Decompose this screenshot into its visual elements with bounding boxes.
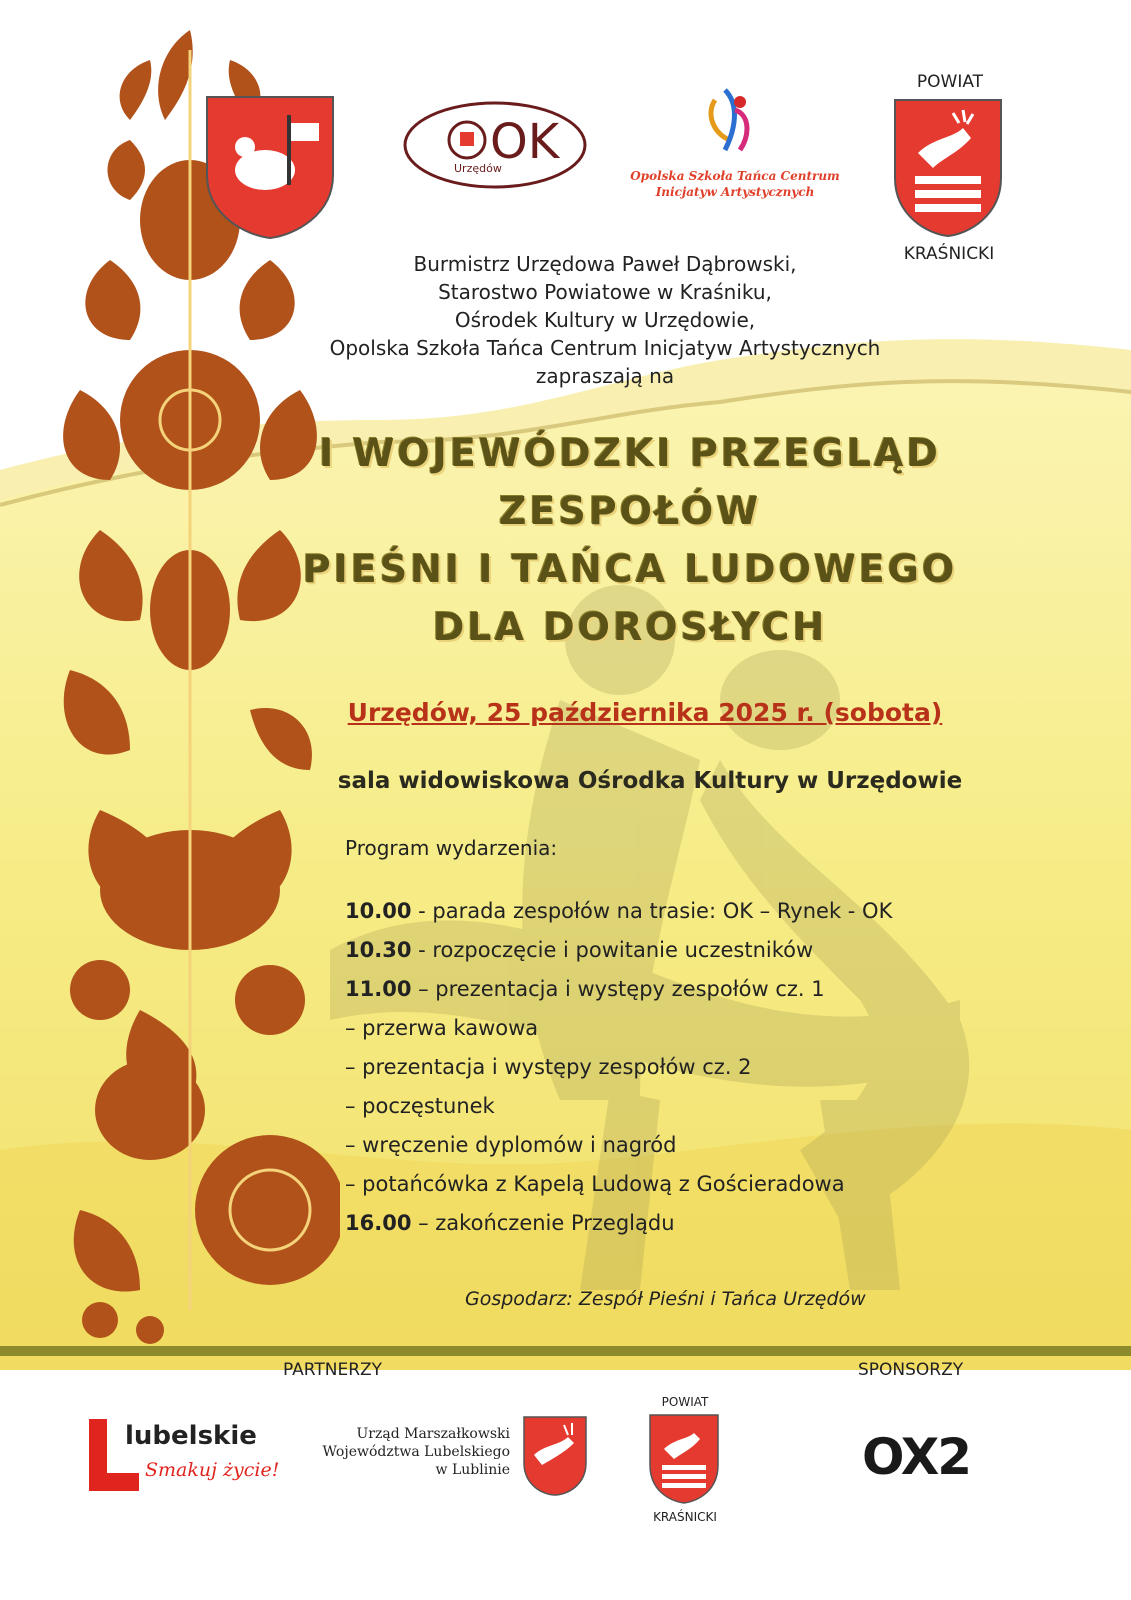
program-time: 16.00 — [345, 1211, 412, 1235]
marshal-office-line: Urząd Marszałkowski — [356, 1426, 510, 1442]
program-item — [345, 1204, 1065, 1243]
dance-school-name: Opolska Szkoła Tańca Centrum Inicjatyw Artystycznych — [630, 169, 840, 199]
program-time: 10.30 — [345, 938, 412, 962]
lubelskie-tagline: Smakuj życie! — [145, 1459, 280, 1481]
ok-urzedow-logo-icon — [402, 100, 588, 190]
program-text: – potańcówka z Kapelą Ludową z Gościeradowa — [345, 1172, 845, 1196]
sponsors-label: SPONSORZY — [858, 1360, 964, 1380]
program-time: 11.00 — [345, 977, 412, 1001]
urzedow-coat-of-arms-icon — [205, 95, 335, 240]
footer-powiat-bottom: KRAŚNICKI — [653, 1510, 717, 1524]
ok-logo-sub: Urzędów — [454, 162, 502, 175]
program-text: – przerwa kawowa — [345, 1016, 539, 1040]
program-item — [345, 1087, 1065, 1126]
program-list — [345, 892, 1065, 1243]
program-item — [345, 892, 1065, 931]
organizers-block — [250, 250, 960, 390]
powiat-bottom-label: KRAŚNICKI — [903, 244, 995, 264]
event-title — [250, 424, 1010, 656]
title-line: DLA DOROSŁYCH — [432, 605, 828, 649]
program-item — [345, 1048, 1065, 1087]
program-text: – prezentacja i występy zespołów cz. 2 — [345, 1055, 752, 1079]
program-text: – zakończenie Przeglądu — [411, 1211, 675, 1235]
program-text: – wręczenie dyplomów i nagród — [345, 1133, 677, 1157]
title-line: I WOJEWÓDZKI PRZEGLĄD — [319, 431, 941, 475]
program-item — [345, 931, 1065, 970]
event-date: Urzędów, 25 października 2025 r. (sobota) — [347, 698, 943, 727]
program-heading: Program wydarzenia: — [345, 836, 558, 860]
organizer-line: zapraszają na — [535, 364, 675, 388]
dance-school-logo-icon — [695, 80, 775, 160]
marshal-office-line: w Lublinie — [435, 1462, 510, 1478]
program-text: - parada zespołów na trasie: OK – Rynek - OK — [411, 899, 893, 923]
ox2-logo-icon: OX2 — [862, 1428, 971, 1486]
host-line: Gospodarz: Zespół Pieśni i Tańca Urzędów — [465, 1288, 866, 1310]
title-line: PIEŚNI I TAŃCA LUDOWEGO — [302, 547, 958, 591]
powiat-top-label: POWIAT — [916, 72, 984, 92]
event-venue: sala widowiskowa Ośrodka Kultury w Urzędowie — [337, 768, 963, 794]
ok-logo-text: OK — [490, 114, 560, 170]
footer-powiat-coat-of-arms-icon — [648, 1413, 720, 1505]
lubelskie-coat-of-arms-icon — [522, 1415, 588, 1497]
partners-label: PARTNERZY — [283, 1360, 383, 1380]
organizer-line: Starostwo Powiatowe w Kraśniku, — [438, 280, 772, 304]
program-item — [345, 970, 1065, 1009]
organizer-line: Opolska Szkoła Tańca Centrum Inicjatyw Artystycznych — [329, 336, 881, 360]
program-item — [345, 1165, 1065, 1204]
marshal-office-text — [300, 1425, 510, 1479]
organizer-line: Ośrodek Kultury w Urzędowie, — [454, 308, 756, 332]
lubelskie-logo-icon — [85, 1415, 285, 1495]
powiat-krasnicki-coat-of-arms-icon — [893, 98, 1003, 238]
title-line: ZESPOŁÓW — [498, 489, 762, 533]
lubelskie-wordmark: lubelskie — [125, 1421, 257, 1451]
program-text: – poczęstunek — [345, 1094, 495, 1118]
footer-powiat-top: POWIAT — [661, 1395, 709, 1409]
program-text: - rozpoczęcie i powitanie uczestników — [411, 938, 814, 962]
program-text: – prezentacja i występy zespołów cz. 1 — [411, 977, 825, 1001]
program-item — [345, 1009, 1065, 1048]
organizer-line: Burmistrz Urzędowa Paweł Dąbrowski, — [413, 252, 797, 276]
program-time: 10.00 — [345, 899, 412, 923]
marshal-office-line: Województwa Lubelskiego — [322, 1444, 510, 1460]
program-item — [345, 1126, 1065, 1165]
